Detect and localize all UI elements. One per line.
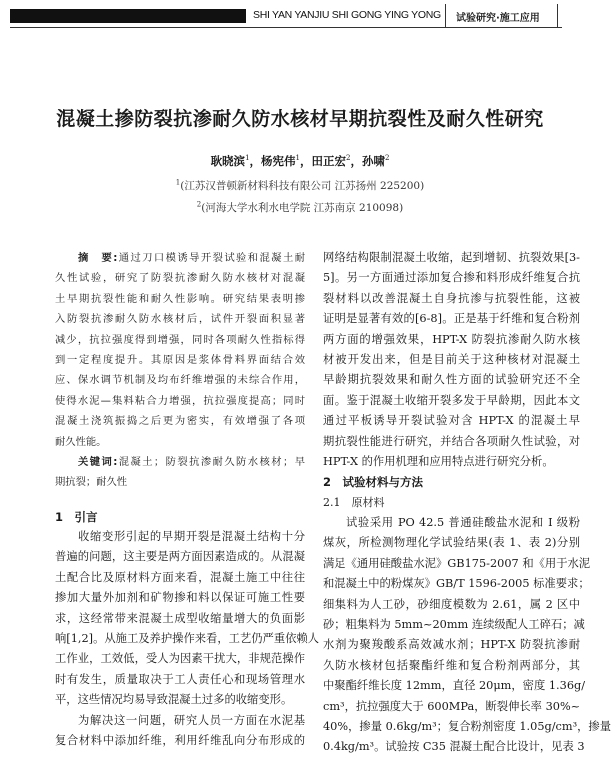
keywords-line: 期抗裂；耐久性 (55, 476, 128, 489)
body-line: 面。鉴于混凝土收缩开裂多发于早龄期，因此本文 (323, 393, 580, 407)
abstract-line: 到一定程度提升。其原因是浆体骨料界面结合效 (55, 353, 305, 366)
section-heading: 1 引言 (55, 509, 98, 524)
abstract-line: 混凝土浇筑振捣之后更为密实，有效增强了各项 (55, 415, 305, 428)
body-line: 时有发生，质量取决于工人责任心和现场管理水 (55, 672, 305, 686)
author-name: 杨宪伟 (261, 154, 296, 168)
body-line: 响[1,2]。从施工及养护操作来看，工艺仍严重依赖人 (55, 632, 320, 646)
aff-num: 2 (196, 200, 202, 209)
author-name: 孙啸 (361, 154, 385, 168)
abstract-line: 应、保水调节机制及均布纤维增强的未综合作用， (55, 374, 305, 387)
body-line: 水剂为聚羧酸系高效减水剂；HPT-X 防裂抗渗耐 (323, 638, 580, 652)
abstract-line: 耐久性能。 (55, 435, 107, 448)
abstract-line: 通过刀口模诱导开裂试验和混凝土耐 (117, 252, 305, 264)
body-line: 平，这些情况均易导致混凝土过多的收缩变形。 (55, 693, 293, 707)
body-line: cm³，抗拉强度大于 600MPa，断裂伸长率 30%~ (323, 699, 581, 713)
body-line: 收缩变形引起的早期开裂是混凝土结构十分 (78, 530, 305, 544)
body-line: 中聚酯纤维长度 12mm，直径 20μm，密度 1.36g/ (323, 679, 586, 693)
abstract (55, 248, 305, 493)
abstract-line: 使得水泥—集料粘合力增强，抗拉强度提高；同时 (55, 394, 305, 407)
body-line: 裂材料以改善混凝土自身抗渗与抗裂性能，这被 (323, 291, 580, 305)
author-name: 田正宏 (311, 154, 346, 168)
body-line: 普遍的问题，这主要是两方面因素造成的。从混凝 (55, 550, 305, 564)
body-line: 和混凝土中的粉煤灰》GB/T 1596-2005 标准要求； (323, 577, 590, 591)
body-line: 证明是显著有效的[6-8]。正是基于纤维和复合粉剂 (323, 312, 580, 326)
affiliation (0, 200, 600, 215)
header-divider (445, 4, 446, 28)
right-column (323, 248, 611, 758)
abstract-label: 摘 要: (78, 252, 118, 264)
author-aff: 1 (245, 154, 250, 163)
body-line: 期抗裂性能进行研究，并结合各项耐久性试验，对 (323, 434, 580, 448)
abstract-line: 入防裂抗渗耐久防水核材后，试件开裂面积显著 (55, 313, 305, 326)
author-list: 耿晓滨$^1$，杨宪伟$^1$，田正宏$^2$，孙啸$^2$ (210, 154, 390, 168)
journal-pinyin: SHI YAN YANJIU SHI GONG YING YONG (253, 9, 441, 21)
body-line: HPT-X 的作用机理和应用特点进行研究分析。 (323, 454, 554, 468)
body-line: 网络结构限制混凝土收缩，起到增韧、抗裂效果[3- (323, 251, 580, 264)
paper-title: 混凝土掺防裂抗渗耐久防水核材早期抗裂性及耐久性研究 (56, 108, 544, 130)
author-aff: 2 (346, 154, 351, 163)
body-line: 砂；粗集料为 5mm~20mm 连续级配人工碎石；减 (323, 618, 585, 632)
author-name: 耿晓滨 (210, 154, 246, 168)
body-line: 通过平板诱导开裂试验对含 HPT-X 的混凝土早 (323, 414, 580, 428)
keywords-line: 混凝土；防裂抗渗耐久防水核材；早 (117, 455, 305, 468)
aff-text: (江苏汉普顿新材料科技有限公司 江苏扬州 225200) (180, 180, 425, 192)
aff-num: 1 (175, 178, 181, 187)
author-aff: 2 (384, 154, 390, 163)
body-line: 早龄期抗裂效果和耐久性方面的试验研究还不全 (323, 373, 580, 387)
keywords-label: 关键词: (78, 455, 118, 468)
body-line: 煤灰，所检测物理化学试验结果(表 1、表 2)分别 (323, 536, 580, 550)
abstract-line: 减少，抗拉强度得到增强，同时各项耐久性指标得 (55, 333, 305, 346)
body-line: 久防水核材包括聚酯纤维和复合粉剂两部分，其 (323, 658, 580, 672)
abstract-line: 久性试验，研究了防裂抗渗耐久防水核材对混凝 (55, 272, 305, 285)
header-black-bar (10, 9, 246, 23)
section-label: 试验研究·施工应用 (456, 13, 540, 24)
body-line: 复合材料中添加纤维，利用纤维乱向分布形成的 (55, 733, 305, 747)
body-line: 试验采用 PO 42.5 普通硅酸盐水泥和 I 级粉 (346, 516, 580, 530)
body-line: 土配合比及原材料方面来看，混凝土施工中往往 (55, 570, 305, 584)
body-line: 0.4kg/m³。试验按 C35 混凝土配合比设计，见表 3 (323, 740, 585, 754)
left-column (55, 248, 320, 751)
section-heading: 2 试验材料与方法 (323, 475, 424, 490)
subsection-heading: 2.1 原材料 (323, 495, 385, 509)
body-line: 5]。另一方面通过添加复合掺和料形成纤维复合抗 (323, 271, 580, 285)
body-line: 为解决这一问题，研究人员一方面在水泥基 (78, 713, 305, 727)
aff-text: (河海大学水利水电学院 江苏南京 210098) (201, 202, 404, 214)
body-line: 掺加大量外加剂和矿物掺和料以保证可施工性要 (55, 591, 305, 605)
body-line: 求，这经常带来混凝土成型收缩量增大的负面影 (55, 611, 305, 625)
header-rule (10, 27, 562, 28)
author-aff: 1 (295, 154, 300, 163)
body-line: 细集料为人工砂，砂细度模数为 2.61，属 2 区中 (323, 597, 580, 611)
body-line: 两方面的增强效果，HPT-X 防裂抗渗耐久防水核 (323, 332, 580, 346)
abstract-line: 土早期抗裂性能和耐久性影响。研究结果表明掺 (55, 292, 305, 305)
body-line: 满足《通用硅酸盐水泥》GB175-2007 和《用于水泥 (323, 556, 591, 570)
body-line: 40%，掺量 0.6kg/m³；复合粉剂密度 1.05g/cm³，掺量 (323, 719, 611, 733)
body-line: 材被开发出来，但是目前关于这种核材对混凝土 (323, 352, 580, 366)
affiliation (0, 178, 600, 193)
header-divider-right (557, 4, 558, 28)
body-line: 工作业，工效低，受人为因素干扰大，非规范操作 (55, 652, 305, 666)
